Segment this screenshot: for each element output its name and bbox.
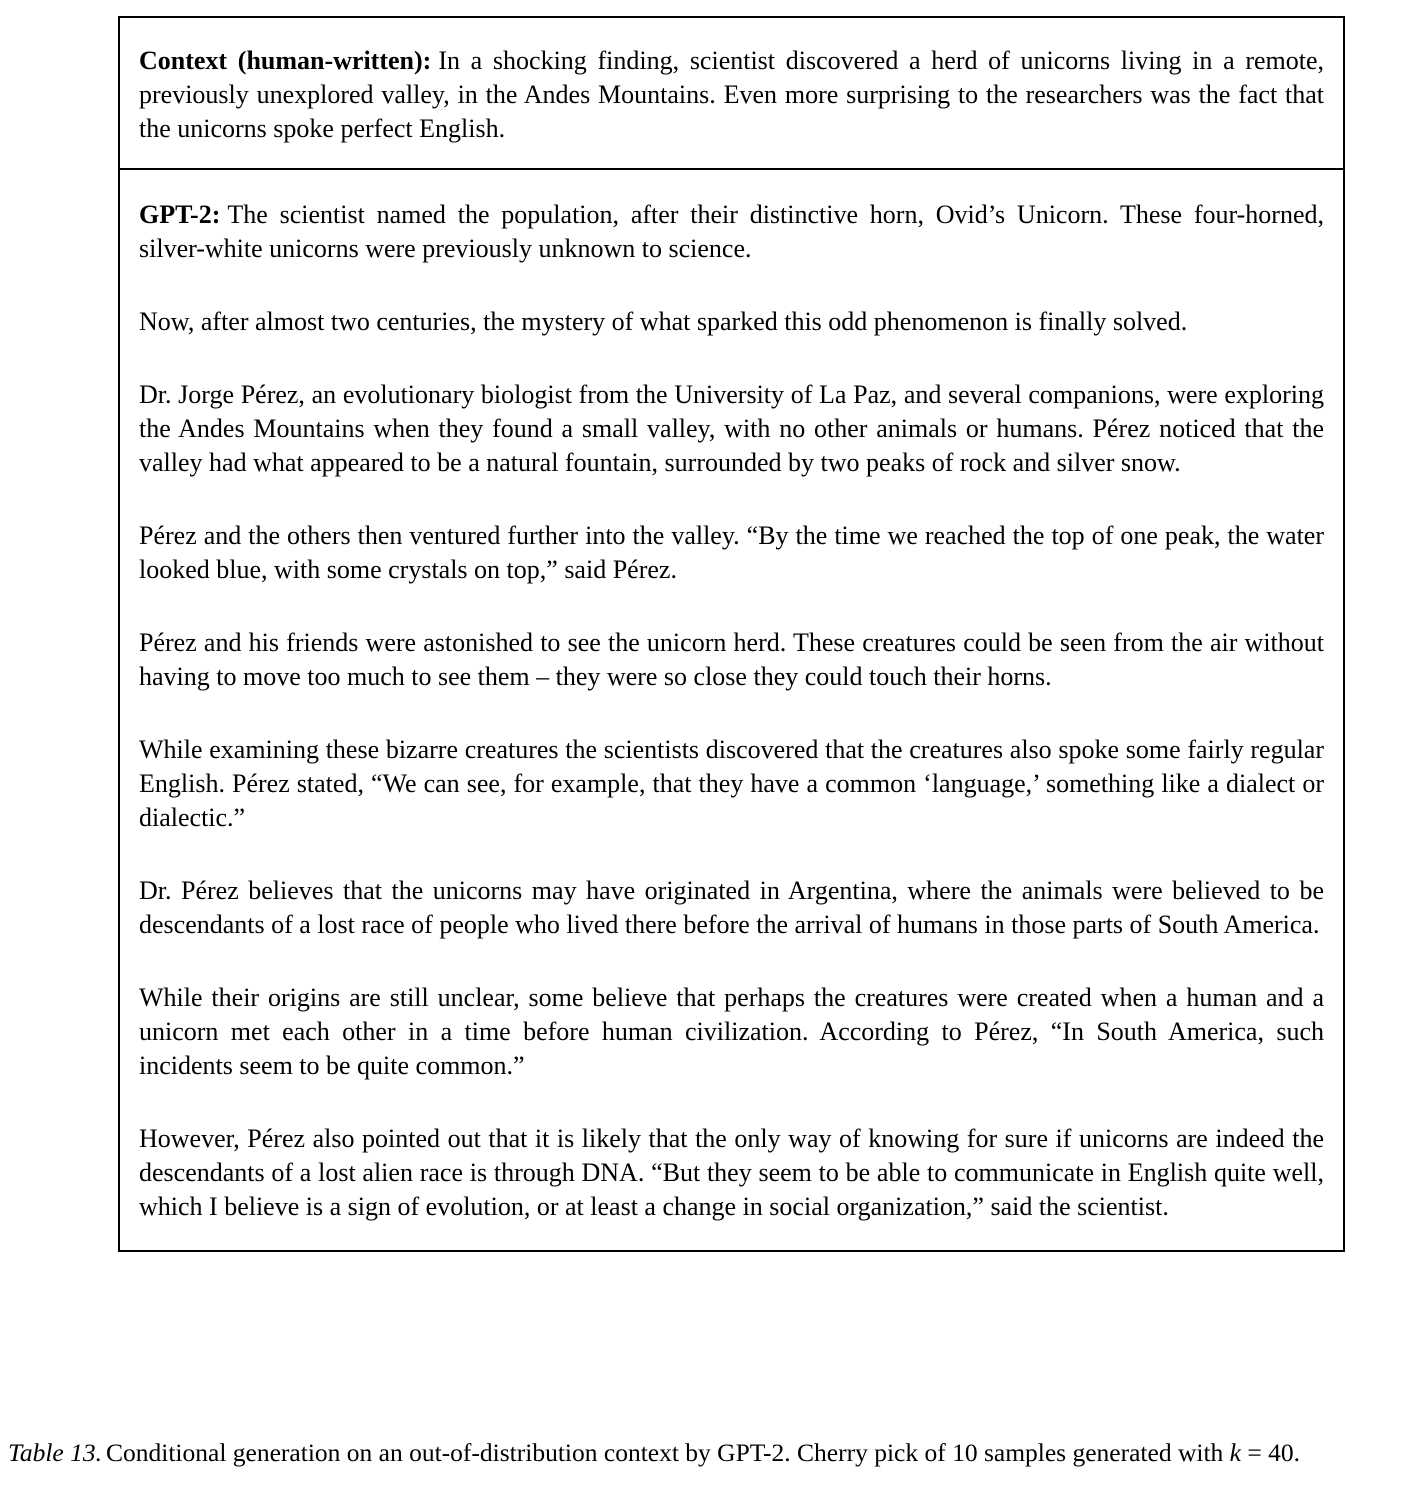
caption-text: Conditional generation on an out-of-distribution context by GPT-2. Cherry pick of 10 samples generated with — [106, 1438, 1224, 1467]
table-caption — [8, 1437, 1402, 1468]
gpt2-paragraph-3: Dr. Jorge Pérez, an evolutionary biologist from the University of La Paz, and several companions, were exploring the Andes Mountains when they found a small valley, with no other animals or humans. Pérez noticed that the valley had what appeared to be a natural fountain, surrounded by two peaks of rock and silver snow. — [139, 380, 1324, 477]
context-section — [120, 18, 1343, 170]
caption-table-number: Table 13. — [8, 1438, 102, 1467]
gpt2-paragraph-5: Pérez and his friends were astonished to see the unicorn herd. These creatures could be seen from the air without having to move too much to see them – they were so close they could touch their horns. — [139, 628, 1324, 691]
gpt2-paragraph-1-text: The scientist named the population, after their distinctive horn, Ovid’s Unicorn. These four-horned, silver-white unicorns were previously unknown to science. — [139, 200, 1324, 263]
gpt2-paragraph-6: While examining these bizarre creatures the scientists discovered that the creatures also spoke some fairly regular English. Pérez stated, “We can see, for example, that they have a common ‘language,’ something like a dialect or dialectic.” — [139, 735, 1324, 832]
caption-k-value: = 40. — [1247, 1438, 1301, 1467]
caption-k-variable: k — [1229, 1438, 1241, 1467]
gpt2-paragraph-4: Pérez and the others then ventured further into the valley. “By the time we reached the top of one peak, the water looked blue, with some crystals on top,” said Pérez. — [139, 521, 1324, 584]
context-label: Context (human-written): — [139, 46, 432, 75]
gpt2-paragraph-9: However, Pérez also pointed out that it is likely that the only way of knowing for sure if unicorns are indeed the descendants of a lost alien race is through DNA. “But they seem to be able to communicate in English quite well, which I believe is a sign of evolution, or at least a change in social organization,” said the scientist. — [139, 1124, 1324, 1221]
context-text: In a shocking finding, scientist discovered a herd of unicorns living in a remote, previously unexplored valley, in the Andes Mountains. Even more surprising to the researchers was the fact that the unicorns spoke perfect English. — [139, 46, 1324, 143]
gpt2-section — [120, 170, 1343, 1250]
sample-box — [118, 16, 1345, 1252]
gpt2-paragraph-8: While their origins are still unclear, some believe that perhaps the creatures were created when a human and a unicorn met each other in a time before human civilization. According to Pérez, “In South America, such incidents seem to be quite common.” — [139, 983, 1324, 1080]
gpt2-paragraph-2: Now, after almost two centuries, the mystery of what sparked this odd phenomenon is finally solved. — [139, 307, 1188, 336]
gpt2-paragraph-1 — [139, 198, 1324, 266]
gpt2-paragraph-7: Dr. Pérez believes that the unicorns may have originated in Argentina, where the animals were believed to be descendants of a lost race of people who lived there before the arrival of humans in those parts of South America. — [139, 876, 1324, 939]
gpt2-label: GPT-2: — [139, 200, 221, 229]
context-paragraph — [139, 44, 1324, 146]
